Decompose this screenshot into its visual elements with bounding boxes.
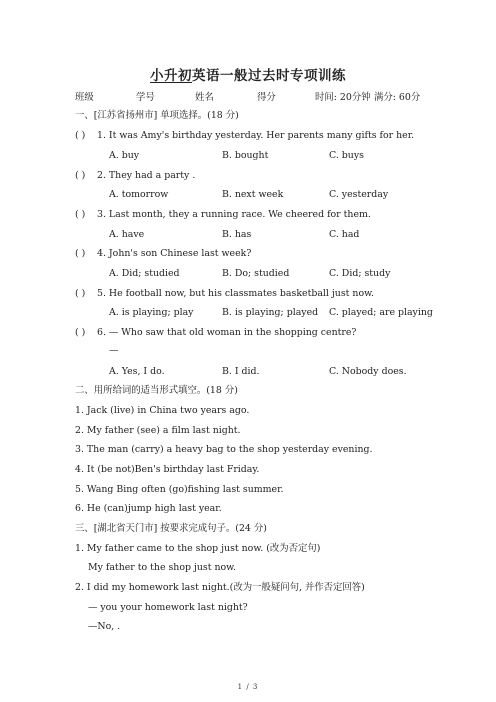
- option-c: C. Did; study: [329, 268, 391, 279]
- answer-paren: ( ): [75, 248, 86, 259]
- page-number: 1 / 3: [237, 683, 259, 691]
- answer-paren: ( ): [75, 327, 86, 338]
- option-a: A. tomorrow: [109, 189, 169, 200]
- option-a: A. Yes, I do.: [109, 366, 165, 377]
- fill-line-3: 3. The man (carry) a heavy bag to the shop yesterday evening.: [75, 444, 373, 455]
- full-score-label: 满分: 60分: [374, 92, 421, 103]
- question-text: 6. — Who saw that old woman in the shopping centre?: [97, 327, 357, 338]
- option-c: C. had: [329, 229, 360, 240]
- rewrite-line-3: 2. I did my homework last night.(改为一般疑问句, 并作否定回答): [75, 582, 365, 593]
- rewrite-line-1: 1. My father came to the shop just now. (改为否定句): [75, 543, 321, 554]
- option-b: B. bought: [222, 150, 269, 161]
- option-b: B. Do; studied: [222, 268, 290, 279]
- question-text: 3. Last month, they a running race. We cheered for them.: [97, 209, 371, 220]
- question-text: 1. It was Amy's birthday yesterday. Her parents many gifts for her.: [97, 130, 415, 141]
- option-a: A. have: [109, 229, 145, 240]
- name-label: 姓名: [195, 92, 214, 103]
- section-2-heading: 二、用所给词的适当形式填空。(18 分): [75, 385, 238, 396]
- rewrite-line-5: —No, .: [88, 621, 121, 632]
- id-label: 学号: [136, 92, 155, 103]
- section-3-heading: 三、[湖北省天门市] 按要求完成句子。(24 分): [75, 523, 267, 534]
- option-b: B. next week: [222, 189, 284, 200]
- option-b: B. has: [222, 229, 252, 240]
- class-label: 班级: [75, 92, 94, 103]
- rewrite-line-2: My father to the shop just now.: [88, 562, 237, 573]
- page-title: [0, 64, 496, 84]
- rewrite-line-4: — you your homework last night?: [88, 602, 248, 613]
- option-a: A. Did; studied: [109, 268, 180, 279]
- option-b: B. I did.: [222, 366, 260, 377]
- option-c: C. buys: [329, 150, 364, 161]
- fill-line-5: 5. Wang Bing often (go)fishing last summer.: [75, 484, 284, 495]
- fill-line-4: 4. It (be not)Ben's birthday last Friday.: [75, 464, 260, 475]
- option-b: B. is playing; played: [222, 307, 319, 318]
- question-6-answer-dash: —: [109, 345, 119, 356]
- question-text: 4. John's son Chinese last week?: [97, 248, 252, 259]
- fill-line-2: 2. My father (see) a film last night.: [75, 425, 241, 436]
- question-text: 2. They had a party .: [97, 170, 196, 181]
- time-label: 时间: 20分钟: [315, 92, 371, 103]
- score-label: 得分: [257, 92, 276, 103]
- answer-paren: ( ): [75, 209, 86, 220]
- answer-paren: ( ): [75, 130, 86, 141]
- fill-line-6: 6. He (can)jump high last year.: [75, 503, 222, 514]
- option-c: C. yesterday: [329, 189, 389, 200]
- option-a: A. is playing; play: [109, 307, 194, 318]
- title-rest: 英语一般过去时专项训练: [192, 68, 346, 84]
- option-c: C. played; are playing: [329, 307, 433, 318]
- question-text: 5. He football now, but his classmates basketball just now.: [97, 288, 374, 299]
- option-c: C. Nobody does.: [329, 366, 407, 377]
- option-a: A. buy: [109, 150, 140, 161]
- answer-paren: ( ): [75, 288, 86, 299]
- section-1-heading: 一、[江苏省扬州市] 单项选择。(18 分): [75, 110, 239, 121]
- answer-paren: ( ): [75, 170, 86, 181]
- fill-line-1: 1. Jack (live) in China two years ago.: [75, 405, 250, 416]
- title-underlined: 小升初: [150, 68, 192, 84]
